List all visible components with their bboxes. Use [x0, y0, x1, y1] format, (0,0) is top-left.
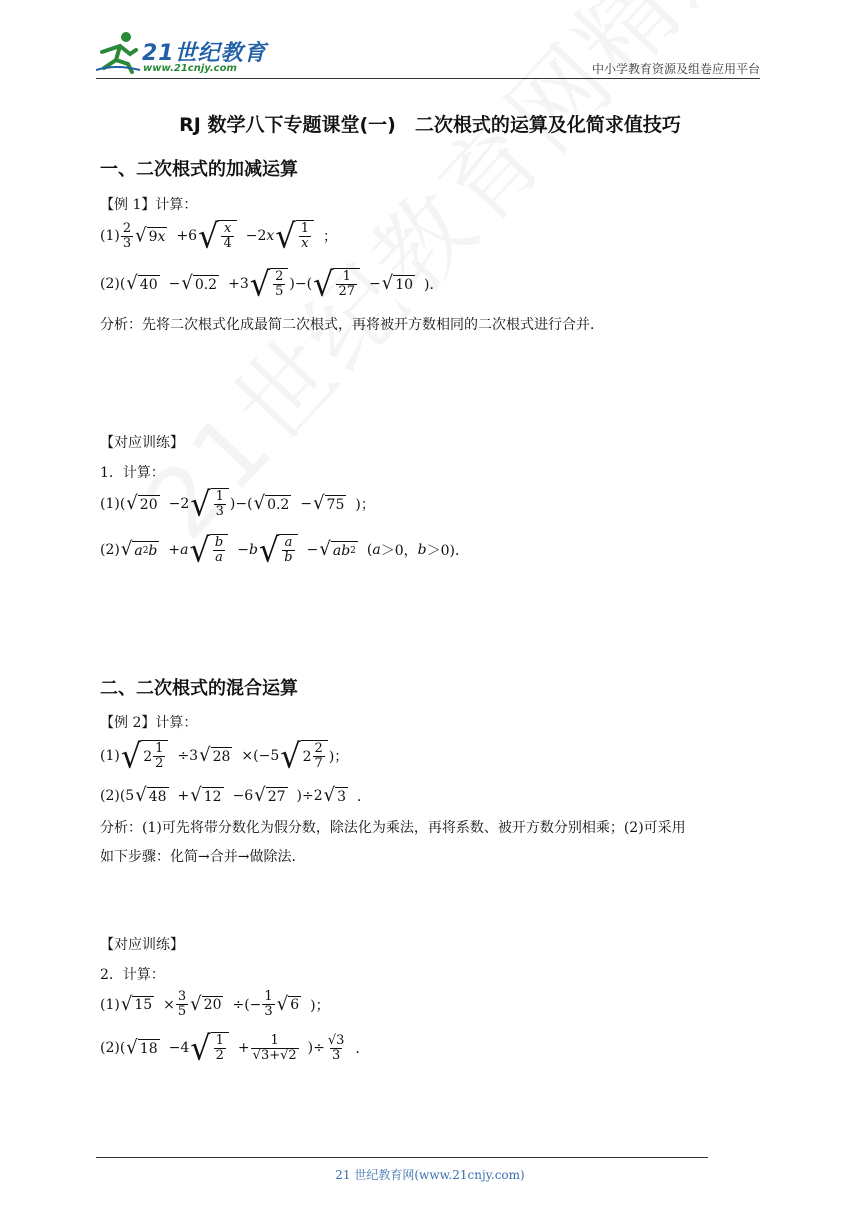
section1-heading: 一、二次根式的加减运算: [100, 159, 298, 180]
example2-label: 【例 2】计算：: [100, 715, 198, 731]
footer-divider: [96, 1157, 708, 1158]
example1-expr2: (2)( √ 40 − √ 0.2 +3 √ $\frac{2}{5}$ )−( √ $\frac{1}{27}$ − √ 10 )．: [100, 264, 444, 304]
example2-expr2: (2)(5 √ 48 + √ 12 −6 √ 27 )÷2 √ 3 ．: [100, 784, 372, 807]
header-platform-text: 中小学教育资源及组卷应用平台: [591, 62, 760, 76]
example1-label: 【例 1】计算：: [100, 197, 198, 213]
example1-analysis: 分析：先将二次根式化成最简二次根式，再将被开方数相同的二次根式进行合并．: [100, 317, 604, 333]
logo-url: www.21cnjy.com: [143, 63, 237, 74]
question2-label: 2．计算：: [100, 967, 165, 983]
section2-heading: 二、二次根式的混合运算: [100, 678, 298, 699]
logo-text: 21世纪教育: [142, 41, 267, 66]
runner-logo-icon: [96, 30, 142, 74]
example1-expr1: (1) $\frac{2}{3}$ √ 9 x +6 √ $\frac{x}{4}$ −2 x √ $\frac{1}{x}$ ；: [100, 216, 337, 256]
example2-analysis-line1: 分析：(1)可先将带分数化为假分数，除法化为乘法，再将系数、被开方数分别相乘；(2)可采用: [100, 820, 686, 836]
footer-text[interactable]: 21 世纪教育网(www.21cnjy.com): [335, 1168, 525, 1182]
page-title: RJ 数学八下专题课堂(一) 二次根式的运算及化简求值技巧: [179, 114, 681, 136]
training1-label: 【对应训练】: [100, 435, 184, 451]
training2-label: 【对应训练】: [100, 937, 184, 953]
question2-expr2: (2)( √ 18 −4 √ $\frac{1}{2}$ + $\frac{1}{√3+√2}$ )÷ $\frac{√3}{3}$ ．: [100, 1028, 370, 1068]
question1-expr1: (1)( √ 20 −2 √ $\frac{1}{3}$ )−( √ 0.2 − √ 75 )；: [100, 484, 375, 524]
example2-analysis-line2: 如下步骤：化简→合并→做除法．: [100, 849, 306, 865]
question2-expr1: (1) √ 15 × $\frac{3}{5}$ √ 20 ÷(− $\frac{1}{3}$ √ 6 )；: [100, 989, 330, 1019]
example2-expr1: (1) √ 2 $\frac{1}{2}$ ÷3 √ 28 ×(−5 √ 2 $\frac{2}{7}$ )；: [100, 736, 349, 776]
question1-expr2: (2) √ a 2 b + a √ $\frac{b}{a}$ − b √ $\frac{a}{b}$ − √ ab 2 ( a ＞0， b ＞0)．: [100, 530, 469, 570]
question1-label: 1．计算：: [100, 465, 165, 481]
